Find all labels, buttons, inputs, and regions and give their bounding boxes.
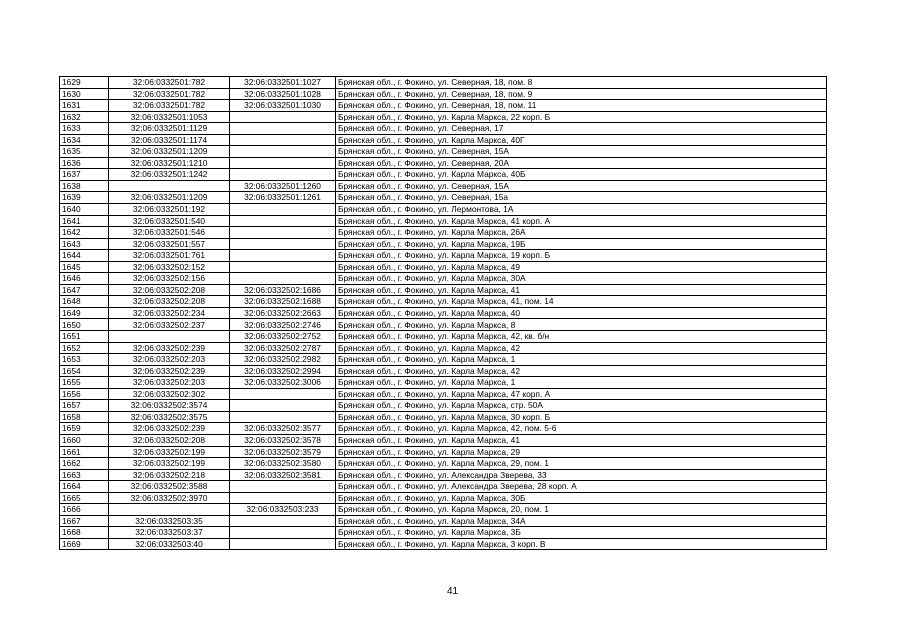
cadastral-number-cell: 32:06:0332502:208 <box>109 284 230 296</box>
table-row <box>60 134 827 146</box>
cadastral-number-cell: 32:06:0332501:782 <box>109 88 230 100</box>
object-cadastral-number-cell: 32:06:0332502:3581 <box>230 469 336 481</box>
object-cadastral-number-cell <box>230 204 336 216</box>
row-number-cell: 1669 <box>60 538 109 550</box>
row-number-cell: 1629 <box>60 77 109 89</box>
table-row <box>60 146 827 158</box>
page-number: 41 <box>446 586 459 597</box>
address-cell: Брянская обл., г. Фокино, ул. Карла Маркса, 8 <box>336 319 827 331</box>
row-number-cell: 1644 <box>60 250 109 262</box>
address-cell: Брянская обл., г. Фокино, ул. Карла Маркса, 26А <box>336 227 827 239</box>
table-row <box>60 123 827 135</box>
table-row <box>60 307 827 319</box>
row-number-cell: 1645 <box>60 261 109 273</box>
address-cell: Брянская обл., г. Фокино, ул. Северная, 18, пом. 9 <box>336 88 827 100</box>
row-number-cell: 1650 <box>60 319 109 331</box>
address-cell: Брянская обл., г. Фокино, ул. Карла Маркса, 29 <box>336 446 827 458</box>
table-row <box>60 169 827 181</box>
cadastral-number-cell: 32:06:0332502:3574 <box>109 400 230 412</box>
row-number-cell: 1660 <box>60 434 109 446</box>
cadastral-number-cell: 32:06:0332502:203 <box>109 354 230 366</box>
cadastral-number-cell: 32:06:0332501:782 <box>109 100 230 112</box>
address-cell: Брянская обл., г. Фокино, ул. Карла Маркса, 30А <box>336 273 827 285</box>
cadastral-number-cell: 32:06:0332501:192 <box>109 204 230 216</box>
registry-table <box>59 76 827 550</box>
table-row <box>60 481 827 493</box>
row-number-cell: 1640 <box>60 204 109 216</box>
address-cell: Брянская обл., г. Фокино, ул. Северная, 18, пом. 8 <box>336 77 827 89</box>
object-cadastral-number-cell: 32:06:0332502:2787 <box>230 342 336 354</box>
table-row <box>60 342 827 354</box>
row-number-cell: 1651 <box>60 331 109 343</box>
object-cadastral-number-cell <box>230 481 336 493</box>
address-cell: Брянская обл., г. Фокино, ул. Карла Маркса, 22 корп. Б <box>336 111 827 123</box>
cadastral-number-cell: 32:06:0332503:37 <box>109 527 230 539</box>
object-cadastral-number-cell <box>230 215 336 227</box>
address-cell: Брянская обл., г. Фокино, ул. Карла Маркса, 3 корп. В <box>336 538 827 550</box>
row-number-cell: 1658 <box>60 411 109 423</box>
cadastral-number-cell: 32:06:0332502:239 <box>109 342 230 354</box>
address-cell: Брянская обл., г. Фокино, ул. Карла Маркса, 29, пом. 1 <box>336 458 827 470</box>
object-cadastral-number-cell: 32:06:0332502:3006 <box>230 377 336 389</box>
object-cadastral-number-cell <box>230 111 336 123</box>
object-cadastral-number-cell <box>230 227 336 239</box>
object-cadastral-number-cell: 32:06:0332501:1260 <box>230 180 336 192</box>
table-row <box>60 492 827 504</box>
table-row <box>60 192 827 204</box>
cadastral-number-cell: 32:06:0332501:1209 <box>109 146 230 158</box>
address-cell: Брянская обл., г. Фокино, ул. Карла Маркса, 42 <box>336 365 827 377</box>
object-cadastral-number-cell <box>230 146 336 158</box>
cadastral-number-cell <box>109 331 230 343</box>
row-number-cell: 1653 <box>60 354 109 366</box>
table-row <box>60 515 827 527</box>
cadastral-number-cell: 32:06:0332502:3575 <box>109 411 230 423</box>
address-cell: Брянская обл., г. Фокино, ул. Карла Маркса, 49 <box>336 261 827 273</box>
row-number-cell: 1636 <box>60 157 109 169</box>
row-number-cell: 1642 <box>60 227 109 239</box>
object-cadastral-number-cell: 32:06:0332501:1027 <box>230 77 336 89</box>
cadastral-number-cell: 32:06:0332502:152 <box>109 261 230 273</box>
row-number-cell: 1633 <box>60 123 109 135</box>
address-cell: Брянская обл., г. Фокино, ул. Карла Маркса, 42, пом. 5-6 <box>336 423 827 435</box>
cadastral-number-cell: 32:06:0332503:40 <box>109 538 230 550</box>
row-number-cell: 1643 <box>60 238 109 250</box>
object-cadastral-number-cell: 32:06:0332502:1686 <box>230 284 336 296</box>
table-row <box>60 527 827 539</box>
table-row <box>60 458 827 470</box>
cadastral-number-cell: 32:06:0332501:1174 <box>109 134 230 146</box>
table-row <box>60 250 827 262</box>
row-number-cell: 1667 <box>60 515 109 527</box>
address-cell: Брянская обл., г. Фокино, ул. Северная, 15А <box>336 180 827 192</box>
address-cell: Брянская обл., г. Фокино, ул. Карла Маркса, 1 <box>336 377 827 389</box>
cadastral-number-cell: 32:06:0332502:239 <box>109 423 230 435</box>
object-cadastral-number-cell <box>230 238 336 250</box>
row-number-cell: 1668 <box>60 527 109 539</box>
cadastral-number-cell: 32:06:0332502:199 <box>109 446 230 458</box>
object-cadastral-number-cell: 32:06:0332502:2752 <box>230 331 336 343</box>
cadastral-number-cell: 32:06:0332501:1242 <box>109 169 230 181</box>
cadastral-number-cell: 32:06:0332501:761 <box>109 250 230 262</box>
table-row <box>60 111 827 123</box>
table-row <box>60 423 827 435</box>
object-cadastral-number-cell: 32:06:0332502:3579 <box>230 446 336 458</box>
table-row <box>60 411 827 423</box>
object-cadastral-number-cell: 32:06:0332501:1030 <box>230 100 336 112</box>
object-cadastral-number-cell <box>230 273 336 285</box>
object-cadastral-number-cell: 32:06:0332502:1688 <box>230 296 336 308</box>
row-number-cell: 1654 <box>60 365 109 377</box>
cadastral-number-cell: 32:06:0332502:218 <box>109 469 230 481</box>
table-row <box>60 180 827 192</box>
address-cell: Брянская обл., г. Фокино, ул. Карла Маркса, 30 корп. Б <box>336 411 827 423</box>
table-row <box>60 331 827 343</box>
cadastral-number-cell: 32:06:0332502:234 <box>109 307 230 319</box>
object-cadastral-number-cell <box>230 492 336 504</box>
row-number-cell: 1648 <box>60 296 109 308</box>
object-cadastral-number-cell <box>230 538 336 550</box>
table-row <box>60 100 827 112</box>
object-cadastral-number-cell <box>230 527 336 539</box>
cadastral-number-cell: 32:06:0332501:1210 <box>109 157 230 169</box>
address-cell: Брянская обл., г. Фокино, ул. Карла Маркса, 41 корп. А <box>336 215 827 227</box>
cadastral-number-cell: 32:06:0332501:1053 <box>109 111 230 123</box>
table-row <box>60 215 827 227</box>
cadastral-number-cell <box>109 504 230 516</box>
cadastral-number-cell: 32:06:0332502:208 <box>109 296 230 308</box>
cadastral-number-cell: 32:06:0332501:540 <box>109 215 230 227</box>
address-cell: Брянская обл., г. Фокино, ул. Карла Маркса, 40 <box>336 307 827 319</box>
cadastral-number-cell: 32:06:0332503:35 <box>109 515 230 527</box>
row-number-cell: 1639 <box>60 192 109 204</box>
object-cadastral-number-cell <box>230 400 336 412</box>
address-cell: Брянская обл., г. Фокино, ул. Александра Зверева, 28 корп. А <box>336 481 827 493</box>
cadastral-number-cell: 32:06:0332501:1129 <box>109 123 230 135</box>
cadastral-number-cell: 32:06:0332502:302 <box>109 388 230 400</box>
table-row <box>60 388 827 400</box>
object-cadastral-number-cell: 32:06:0332502:3580 <box>230 458 336 470</box>
address-cell: Брянская обл., г. Фокино, ул. Лермонтова, 1А <box>336 204 827 216</box>
object-cadastral-number-cell: 32:06:0332502:2746 <box>230 319 336 331</box>
row-number-cell: 1656 <box>60 388 109 400</box>
cadastral-number-cell: 32:06:0332501:1209 <box>109 192 230 204</box>
table-row <box>60 296 827 308</box>
cadastral-number-cell: 32:06:0332502:3588 <box>109 481 230 493</box>
table-row <box>60 261 827 273</box>
row-number-cell: 1632 <box>60 111 109 123</box>
object-cadastral-number-cell <box>230 134 336 146</box>
cadastral-number-cell: 32:06:0332501:557 <box>109 238 230 250</box>
address-cell: Брянская обл., г. Фокино, ул. Карла Маркса, 3Б <box>336 527 827 539</box>
row-number-cell: 1646 <box>60 273 109 285</box>
address-cell: Брянская обл., г. Фокино, ул. Карла Маркса, стр. 50А <box>336 400 827 412</box>
cadastral-number-cell: 32:06:0332502:208 <box>109 434 230 446</box>
object-cadastral-number-cell: 32:06:0332502:2982 <box>230 354 336 366</box>
row-number-cell: 1637 <box>60 169 109 181</box>
cadastral-number-cell: 32:06:0332502:3970 <box>109 492 230 504</box>
cadastral-number-cell: 32:06:0332502:156 <box>109 273 230 285</box>
address-cell: Брянская обл., г. Фокино, ул. Карла Маркса, 41 <box>336 434 827 446</box>
address-cell: Брянская обл., г. Фокино, ул. Северная, 17 <box>336 123 827 135</box>
cadastral-number-cell: 32:06:0332502:199 <box>109 458 230 470</box>
address-cell: Брянская обл., г. Фокино, ул. Карла Маркса, 1 <box>336 354 827 366</box>
table-row <box>60 504 827 516</box>
cadastral-number-cell: 32:06:0332501:782 <box>109 77 230 89</box>
address-cell: Брянская обл., г. Фокино, ул. Карла Маркса, 42, кв. б/н <box>336 331 827 343</box>
address-cell: Брянская обл., г. Фокино, ул. Карла Маркса, 19 корп. Б <box>336 250 827 262</box>
object-cadastral-number-cell: 32:06:0332502:2994 <box>230 365 336 377</box>
address-cell: Брянская обл., г. Фокино, ул. Северная, 15А <box>336 146 827 158</box>
table-row <box>60 319 827 331</box>
registry-table-body <box>60 77 827 550</box>
table-row <box>60 157 827 169</box>
table-row <box>60 284 827 296</box>
table-row <box>60 354 827 366</box>
address-cell: Брянская обл., г. Фокино, ул. Карла Маркса, 41, пом. 14 <box>336 296 827 308</box>
row-number-cell: 1638 <box>60 180 109 192</box>
row-number-cell: 1652 <box>60 342 109 354</box>
object-cadastral-number-cell <box>230 411 336 423</box>
object-cadastral-number-cell <box>230 250 336 262</box>
object-cadastral-number-cell: 32:06:0332502:3577 <box>230 423 336 435</box>
table-row <box>60 538 827 550</box>
table-row <box>60 204 827 216</box>
address-cell: Брянская обл., г. Фокино, ул. Северная, 20А <box>336 157 827 169</box>
table-row <box>60 400 827 412</box>
row-number-cell: 1631 <box>60 100 109 112</box>
row-number-cell: 1634 <box>60 134 109 146</box>
cadastral-number-cell <box>109 180 230 192</box>
object-cadastral-number-cell <box>230 123 336 135</box>
row-number-cell: 1665 <box>60 492 109 504</box>
table-row <box>60 377 827 389</box>
table-row <box>60 238 827 250</box>
address-cell: Брянская обл., г. Фокино, ул. Карла Маркса, 42 <box>336 342 827 354</box>
row-number-cell: 1647 <box>60 284 109 296</box>
cadastral-number-cell: 32:06:0332502:203 <box>109 377 230 389</box>
address-cell: Брянская обл., г. Фокино, ул. Северная, 18, пом. 11 <box>336 100 827 112</box>
object-cadastral-number-cell <box>230 169 336 181</box>
address-cell: Брянская обл., г. Фокино, ул. Карла Маркса, 40Б <box>336 169 827 181</box>
address-cell: Брянская обл., г. Фокино, ул. Карла Маркса, 20, пом. 1 <box>336 504 827 516</box>
object-cadastral-number-cell: 32:06:0332501:1028 <box>230 88 336 100</box>
row-number-cell: 1635 <box>60 146 109 158</box>
row-number-cell: 1661 <box>60 446 109 458</box>
address-cell: Брянская обл., г. Фокино, ул. Карла Маркса, 30Б <box>336 492 827 504</box>
table-row <box>60 227 827 239</box>
table-row <box>60 446 827 458</box>
row-number-cell: 1655 <box>60 377 109 389</box>
address-cell: Брянская обл., г. Фокино, ул. Александра Зверева, 33 <box>336 469 827 481</box>
table-row <box>60 365 827 377</box>
row-number-cell: 1662 <box>60 458 109 470</box>
address-cell: Брянская обл., г. Фокино, ул. Карла Маркса, 19Б <box>336 238 827 250</box>
table-row <box>60 77 827 89</box>
row-number-cell: 1659 <box>60 423 109 435</box>
address-cell: Брянская обл., г. Фокино, ул. Карла Маркса, 34А <box>336 515 827 527</box>
object-cadastral-number-cell <box>230 515 336 527</box>
row-number-cell: 1664 <box>60 481 109 493</box>
address-cell: Брянская обл., г. Фокино, ул. Карла Маркса, 40Г <box>336 134 827 146</box>
row-number-cell: 1663 <box>60 469 109 481</box>
row-number-cell: 1666 <box>60 504 109 516</box>
address-cell: Брянская обл., г. Фокино, ул. Карла Маркса, 41 <box>336 284 827 296</box>
cadastral-number-cell: 32:06:0332501:546 <box>109 227 230 239</box>
object-cadastral-number-cell: 32:06:0332502:2663 <box>230 307 336 319</box>
table-row <box>60 273 827 285</box>
object-cadastral-number-cell <box>230 388 336 400</box>
object-cadastral-number-cell <box>230 261 336 273</box>
address-cell: Брянская обл., г. Фокино, ул. Карла Маркса, 47 корп. А <box>336 388 827 400</box>
cadastral-number-cell: 32:06:0332502:239 <box>109 365 230 377</box>
row-number-cell: 1649 <box>60 307 109 319</box>
address-cell: Брянская обл., г. Фокино, ул. Северная, 15а <box>336 192 827 204</box>
row-number-cell: 1630 <box>60 88 109 100</box>
object-cadastral-number-cell: 32:06:0332502:3578 <box>230 434 336 446</box>
cadastral-number-cell: 32:06:0332502:237 <box>109 319 230 331</box>
row-number-cell: 1657 <box>60 400 109 412</box>
object-cadastral-number-cell: 32:06:0332501:1261 <box>230 192 336 204</box>
table-row <box>60 469 827 481</box>
table-row <box>60 434 827 446</box>
object-cadastral-number-cell: 32:06:0332503:233 <box>230 504 336 516</box>
object-cadastral-number-cell <box>230 157 336 169</box>
row-number-cell: 1641 <box>60 215 109 227</box>
table-row <box>60 88 827 100</box>
